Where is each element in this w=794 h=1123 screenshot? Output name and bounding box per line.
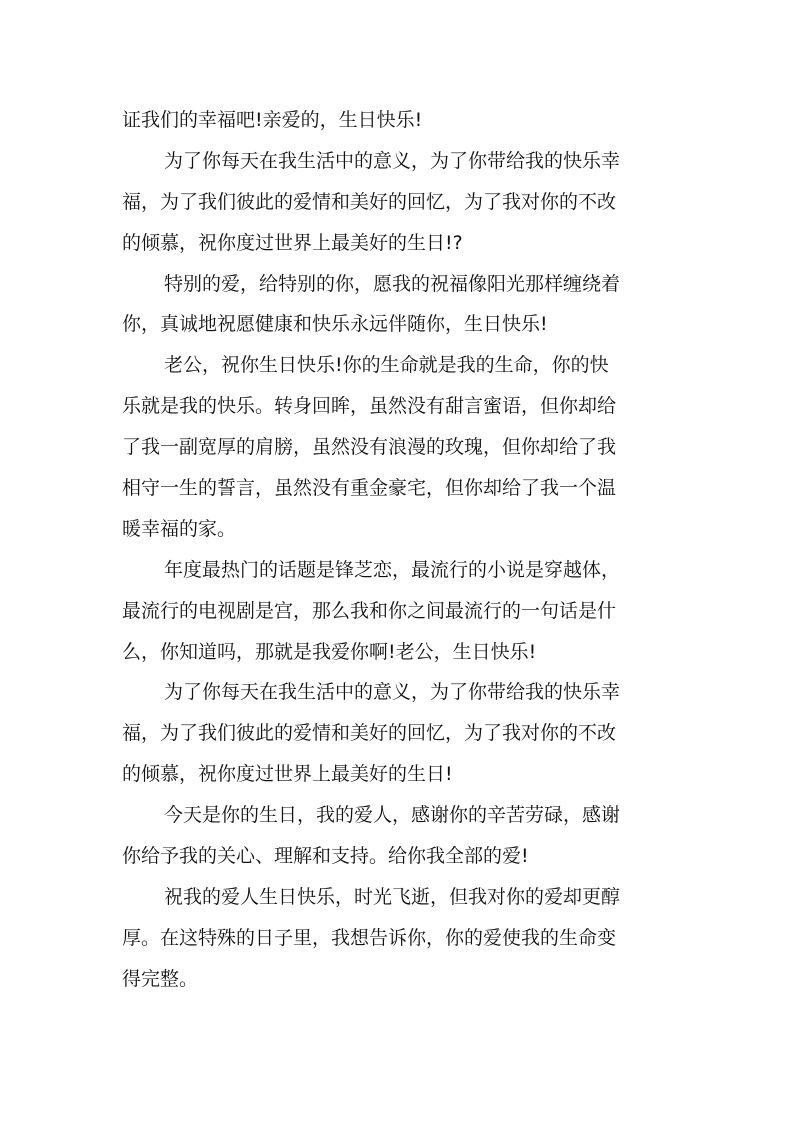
paragraph-5 xyxy=(122,550,674,673)
text-line: 得完整。 xyxy=(122,967,199,990)
text-line: 暖幸福的家。 xyxy=(122,517,237,540)
text-line: 最流行的电视剧是宫，那么我和你之间最流行的一句话是什 xyxy=(122,599,617,622)
paragraph-8 xyxy=(122,877,674,1000)
paragraph-4 xyxy=(122,345,674,549)
text-line: 乐就是我的快乐。转身回眸，虽然没有甜言蜜语，但你却给 xyxy=(122,395,617,418)
text-line: 的倾慕，祝你度过世界上最美好的生日! xyxy=(122,763,453,786)
paragraph-3 xyxy=(122,264,674,346)
text-line: 你给予我的关心、理解和支持。给你我全部的爱! xyxy=(122,845,529,868)
text-line: 厚。在这特殊的日子里，我想告诉你，你的爱使我的生命变 xyxy=(122,926,617,949)
text-line: 为了你每天在我生活中的意义，为了你带给我的快乐幸 xyxy=(164,149,621,172)
text-line: 为了你每天在我生活中的意义，为了你带给我的快乐幸 xyxy=(164,681,621,704)
document-body xyxy=(122,100,674,1000)
text-line: 福，为了我们彼此的爱情和美好的回忆，为了我对你的不改 xyxy=(122,190,617,213)
text-line: 福，为了我们彼此的爱情和美好的回忆，为了我对你的不改 xyxy=(122,722,617,745)
text-line: 今天是你的生日，我的爱人，感谢你的辛苦劳碌，感谢 xyxy=(164,804,621,827)
text-line: 你，真诚地祝愿健康和快乐永远伴随你，生日快乐! xyxy=(122,313,548,336)
text-line: 年度最热门的话题是锋芝恋，最流行的小说是穿越体， xyxy=(164,558,621,581)
text-line: 么，你知道吗，那就是我爱你啊!老公，生日快乐! xyxy=(122,640,537,663)
paragraph-1 xyxy=(122,100,674,141)
text-line: 了我一副宽厚的肩膀，虽然没有浪漫的玫瑰，但你却给了我 xyxy=(122,436,617,459)
paragraph-7 xyxy=(122,795,674,877)
text-line: 证我们的幸福吧!亲爱的，生日快乐! xyxy=(122,109,423,131)
paragraph-2 xyxy=(122,141,674,264)
text-line: 相守一生的誓言，虽然没有重金豪宅，但你却给了我一个温 xyxy=(122,477,617,500)
text-line: 特别的爱，给特别的你，愿我的祝福像阳光那样缠绕着 xyxy=(164,272,621,295)
text-line: 老公，祝你生日快乐!你的生命就是我的生命，你的快 xyxy=(164,354,609,377)
text-line: 的倾慕，祝你度过世界上最美好的生日!? xyxy=(122,231,463,254)
text-line: 祝我的爱人生日快乐，时光飞逝，但我对你的爱却更醇 xyxy=(164,885,621,908)
paragraph-6 xyxy=(122,672,674,795)
